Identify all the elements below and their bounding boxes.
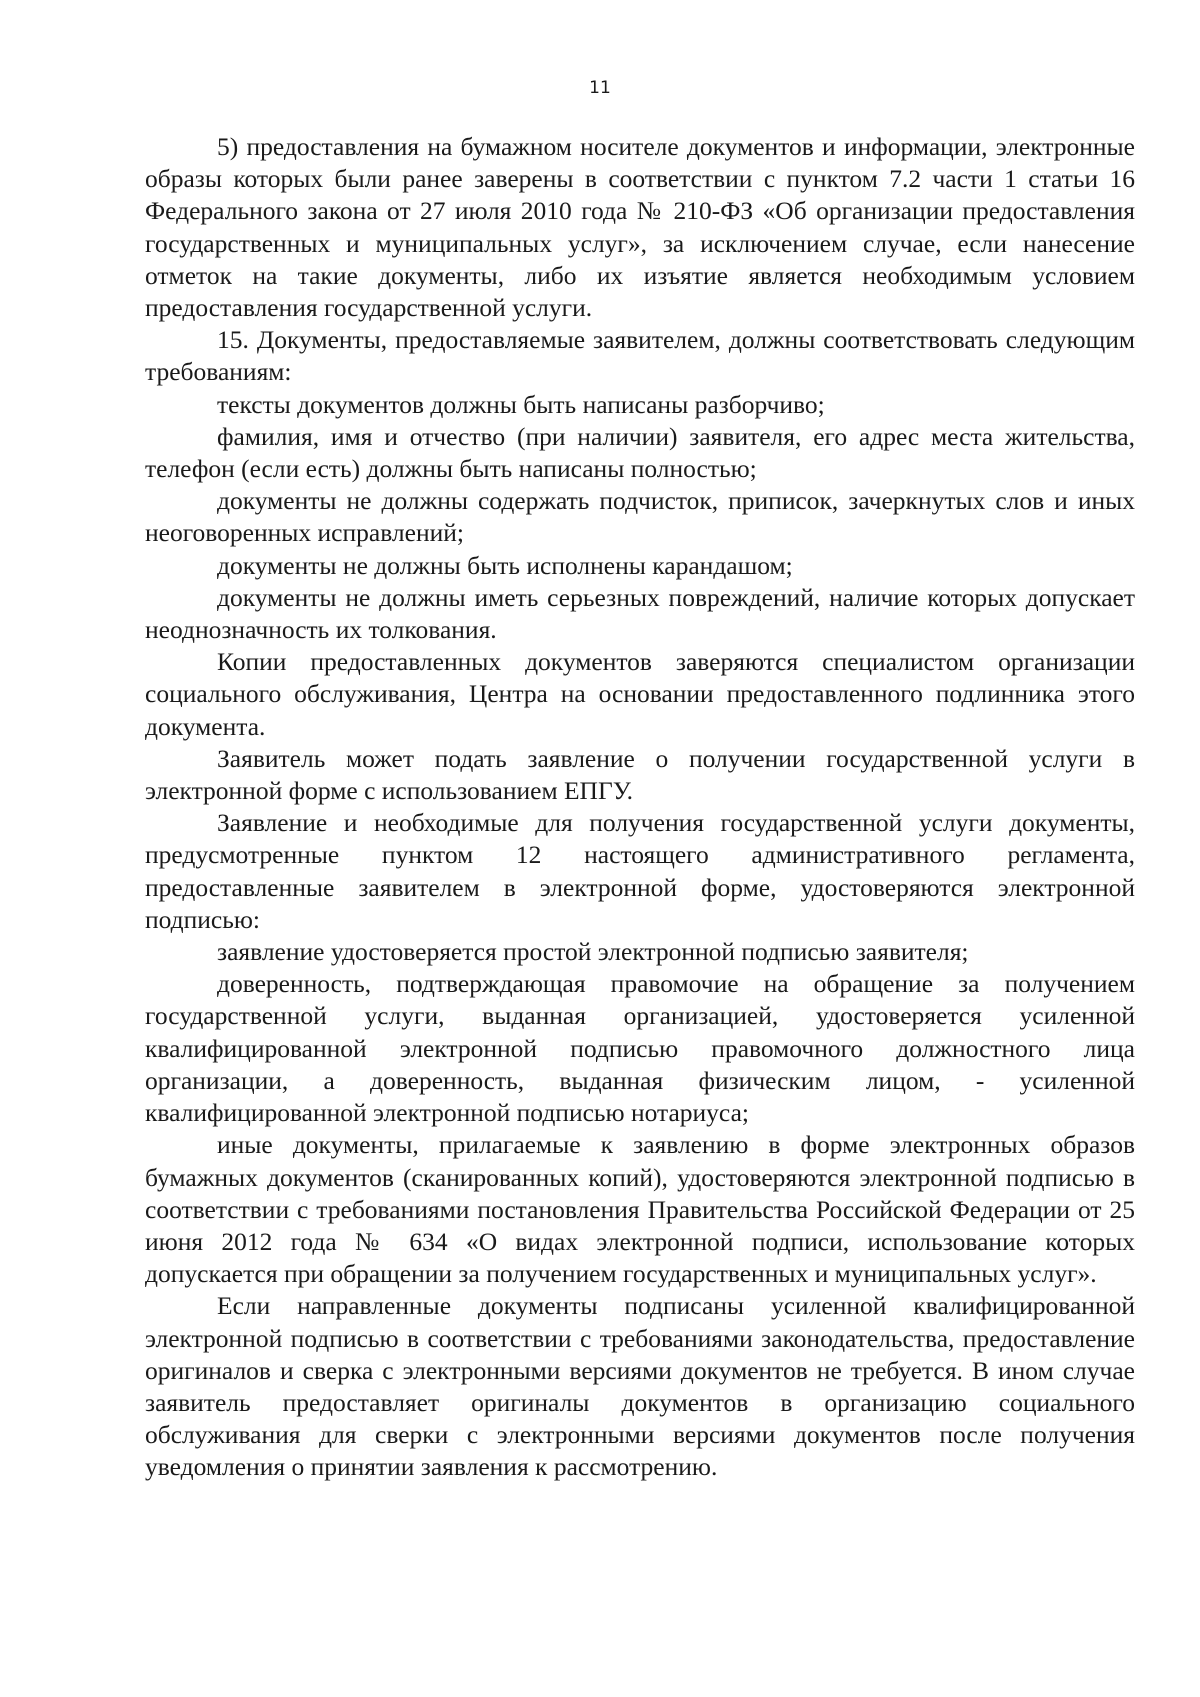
requirement-full-name: фамилия, имя и отчество (при наличии) заявителя, его адрес места жительства, телефон (если есть) должны быть написаны полностью; bbox=[145, 421, 1135, 484]
paragraph-simple-signature: заявление удостоверяется простой электронной подписью заявителя; bbox=[217, 937, 969, 967]
requirement-legible: тексты документов должны быть написаны разборчиво; bbox=[217, 389, 825, 419]
paragraph-electronic-signature: Заявление и необходимые для получения государственной услуги документы, предусмотренные пунктом 12 настоящего административного регламента, предоставленные заявителем в электронной форме, удостоверяются электронной подписью: bbox=[145, 808, 1135, 934]
requirement-no-corrections: документы не должны содержать подчисток, приписок, зачеркнутых слов и иных неоговоренных исправлений; bbox=[145, 486, 1135, 548]
requirement-no-damage: документы не должны иметь серьезных повреждений, наличие которых допускает неоднозначность их толкования. bbox=[145, 582, 1135, 645]
paragraph-other-documents: иные документы, прилагаемые к заявлению в форме электронных образов бумажных документов (сканированных копий), удостоверяются электронной подписью в соответствии с требованиями постановления Правительства Российской Федерации от 25 июня 2012 года № 634 «О видах электронной подписи, использование которых допускается при обращении за получением государственных и муниципальных услуг». bbox=[145, 1130, 1135, 1289]
document-body bbox=[145, 131, 1135, 1484]
paragraph-copies: Копии предоставленных документов заверяются специалистом организации социального обслуживания, Центра на основании предоставленного подлинника этого документа. bbox=[145, 647, 1135, 741]
paragraph-originals: Если направленные документы подписаны усиленной квалифицированной электронной подписью в соответствии с требованиями законодательства, предоставление оригиналов и сверка с электронными версиями документов не требуется. В ином случае заявитель предоставляет оригиналы документов в организацию социального обслуживания для сверки с электронными версиями документов после получения уведомления о принятии заявления к рассмотрению. bbox=[145, 1291, 1135, 1482]
paragraph-power-of-attorney: доверенность, подтверждающая правомочие на обращение за получением государственной услуги, выданная организацией, удостоверяется усиленной квалифицированной электронной подписью правомочного должностного лица организации, а доверенность, выданная физическим лицом, - усиленной квалифицированной электронной подписью нотариуса; bbox=[145, 969, 1135, 1128]
paragraph-epgu: Заявитель может подать заявление о получении государственной услуги в электронной форме с использованием ЕПГУ. bbox=[145, 743, 1135, 806]
paragraph-item-5: 5) предоставления на бумажном носителе документов и информации, электронные образы которых были ранее заверены в соответствии с пунктом 7.2 части 1 статьи 16 Федерального закона от 27 июля 2010 года № 210-ФЗ «Об организации предоставления государственных и муниципальных услуг», за исключением случае, если нанесение отметок на такие документы, либо их изъятие является необходимым условием предоставления государственной услуги. bbox=[145, 132, 1135, 323]
page-number: 11 bbox=[589, 78, 611, 98]
requirement-no-pencil: документы не должны быть исполнены карандашом; bbox=[217, 550, 793, 580]
paragraph-15: 15. Документы, предоставляемые заявителем, должны соответствовать следующим требованиям: bbox=[145, 325, 1135, 387]
